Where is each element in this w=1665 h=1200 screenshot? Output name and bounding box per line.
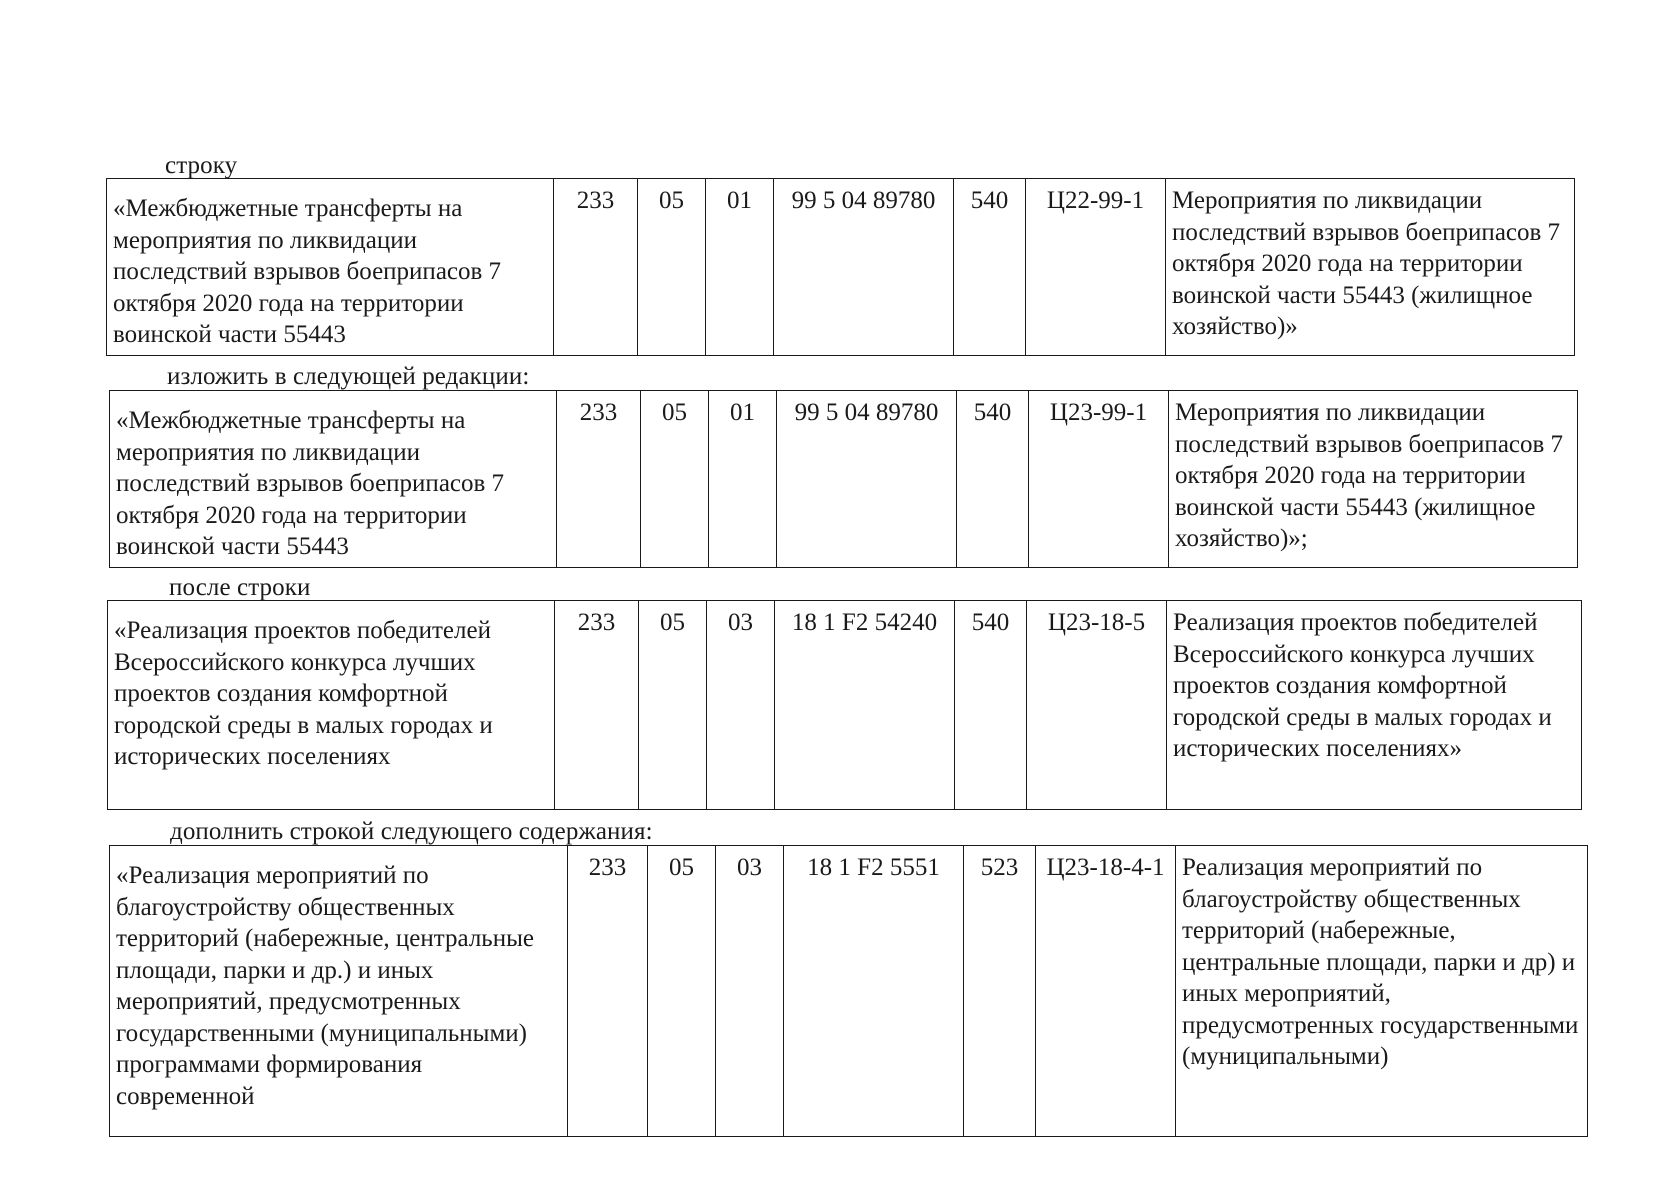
table-after-row — [107, 600, 1582, 810]
section-code-cell: 05 — [638, 179, 706, 356]
table-row — [110, 391, 1578, 568]
subsection-code-cell: 01 — [709, 391, 777, 568]
grbs-code-cell: 233 — [568, 846, 648, 1137]
table-row — [107, 179, 1575, 356]
purpose-code-cell: Ц23-18-5 — [1027, 601, 1167, 810]
section-code-cell: 05 — [641, 391, 709, 568]
table-added-row — [109, 845, 1588, 1137]
purpose-description-cell: Мероприятия по ликвидации последствий взрывов боеприпасов 7 октября 2020 года на территории воинской части 55443 (жилищное хозяйство)» — [1166, 179, 1575, 356]
expense-type-code-cell: 540 — [955, 601, 1027, 810]
table-row — [110, 846, 1588, 1137]
expense-type-code-cell: 540 — [957, 391, 1029, 568]
section-code-cell: 05 — [639, 601, 707, 810]
grbs-code-cell: 233 — [555, 601, 639, 810]
grbs-code-cell: 233 — [557, 391, 641, 568]
target-article-code-cell: 99 5 04 89780 — [777, 391, 957, 568]
expense-name-cell: «Межбюджетные трансферты на мероприятия по ликвидации последствий взрывов боеприпасов 7 октября 2020 года на территории воинской части 55443 — [110, 391, 557, 568]
caption-after-row: после строки — [169, 574, 311, 601]
target-article-code-cell: 18 1 F2 5551 — [784, 846, 964, 1137]
purpose-code-cell: Ц22-99-1 — [1026, 179, 1166, 356]
target-article-code-cell: 99 5 04 89780 — [774, 179, 954, 356]
table-original-row — [106, 178, 1575, 356]
purpose-code-cell: Ц23-18-4-1 — [1036, 846, 1176, 1137]
caption-replace-row: строку — [165, 152, 238, 179]
purpose-code-cell: Ц23-99-1 — [1029, 391, 1169, 568]
section-code-cell: 05 — [648, 846, 716, 1137]
expense-name-cell: «Реализация мероприятий по благоустройству общественных территорий (набережные, центральные площади, парки и др.) и иных мероприятий, предусмотренных государственными (муниципальными) программами формирования современной — [110, 846, 568, 1137]
expense-name-cell: «Межбюджетные трансферты на мероприятия по ликвидации последствий взрывов боеприпасов 7 октября 2020 года на территории воинской части 55443 — [107, 179, 554, 356]
target-article-code-cell: 18 1 F2 54240 — [775, 601, 955, 810]
purpose-description-cell: Реализация мероприятий по благоустройству общественных территорий (набережные, центральные площади, парки и др) и иных мероприятий, предусмотренных государственными (муниципальными) — [1176, 846, 1588, 1137]
caption-new-wording: изложить в следующей редакции: — [167, 363, 530, 390]
caption-add-row: дополнить строкой следующего содержания: — [170, 818, 653, 845]
purpose-description-cell: Мероприятия по ликвидации последствий взрывов боеприпасов 7 октября 2020 года на территории воинской части 55443 (жилищное хозяйство)»; — [1169, 391, 1578, 568]
subsection-code-cell: 03 — [707, 601, 775, 810]
purpose-description-cell: Реализация проектов победителей Всероссийского конкурса лучших проектов создания комфортной городской среды в малых городах и исторических поселениях» — [1167, 601, 1582, 810]
grbs-code-cell: 233 — [554, 179, 638, 356]
expense-type-code-cell: 540 — [954, 179, 1026, 356]
subsection-code-cell: 01 — [706, 179, 774, 356]
subsection-code-cell: 03 — [716, 846, 784, 1137]
expense-type-code-cell: 523 — [964, 846, 1036, 1137]
expense-name-cell: «Реализация проектов победителей Всероссийского конкурса лучших проектов создания комфортной городской среды в малых городах и исторических поселениях — [108, 601, 555, 810]
table-row — [108, 601, 1582, 810]
table-new-wording-row — [109, 390, 1578, 568]
